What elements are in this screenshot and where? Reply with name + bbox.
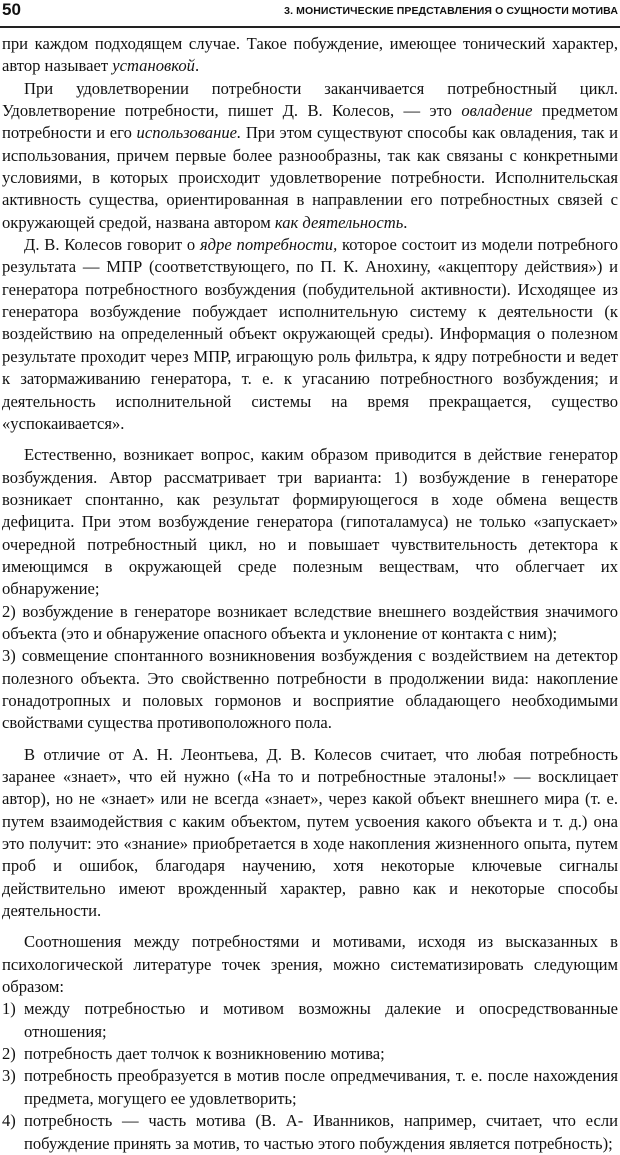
text-run: которое состоит из модели потребного результата — МПР (соответствующего, по П. К. Анохину, «акцептору действия») и генератора потребностного возбуждения (побудительной активности). Исходящее из генератора возбуждение побуждает исполнительную систему к деятельности (к воздействию на определенный объект окружающей среды). Информация о полезном результате проходит через МПР, играющую роль фильтра, к ядру потребности и ведет к затормаживанию генератора, т. е. к угасанию потребностного возбуждения; и деятельность исполнительной системы на время прекращается, существо «успокаивается». bbox=[2, 235, 618, 433]
paragraph-5 bbox=[2, 601, 618, 646]
paragraph-2 bbox=[2, 78, 618, 234]
list-item bbox=[2, 1110, 618, 1155]
list-number: 3) bbox=[2, 1066, 16, 1086]
text-run: . bbox=[403, 212, 408, 232]
text-run: при каждом подходящем случае. Такое побуждение, имеющее тонический характер, автор называет bbox=[2, 34, 618, 76]
text-run: В отличие от А. Н. Леонтьева, Д. В. Колесов считает, что любая потребность заранее «знает», что ей нужно («На то и потребностные эталоны!» — восклицает автор), но не «знает» или не всегда «знает», через какой объект внешнего мира (т. е. путем взаимодействия с каким объектом, путем усвоения какого объекта и т. д.) она это получит: это «знание» приобретается в ходе накопления жизненного опыта, путем проб и ошибок, благодаря научению, хотя некоторые ключевые сигналы действительно имеют врожденный характер, равно как и некоторые способы деятельности. bbox=[2, 744, 618, 921]
text-run: Соотношения между потребностями и мотивами, исходя из высказанных в психологической литературе точек зрения, можно систематизировать следующим образом: bbox=[2, 932, 618, 997]
list-item bbox=[2, 1065, 618, 1110]
text-run: При удовлетворении потребности заканчивается потребностный цикл. Удовлетворение потребности, пишет Д. В. Колесов, — это bbox=[2, 78, 618, 121]
text-run: предметом потребности и его bbox=[2, 101, 618, 143]
list-text: потребность дает толчок к возникновению мотива; bbox=[24, 1044, 385, 1064]
text-run: 3) совмещение спонтанного возникновения возбуждения с воздействием на детектор полезного объекта. Это свойственно потребности в продолжении вида: накопление гонадотропных и половых гормонов и восприятие обладающего необходимыми свойствами существа противоположного пола. bbox=[2, 646, 618, 733]
list-item bbox=[2, 998, 618, 1043]
page-header bbox=[0, 0, 620, 28]
text-run: При этом существуют способы как овладения, так и использования, причем первые более разнообразны, так как связаны с конкретными условиями, в которых происходит удовлетворение потребности. Исполнительская активность существа, ориентированная в направлении его потребностных связей с окружающей средой, названа автором bbox=[2, 123, 618, 232]
running-title: 3. МОНИСТИЧЕСКИЕ ПРЕДСТАВЛЕНИЯ О СУЩНОСТИ МОТИВА bbox=[284, 5, 618, 17]
paragraph-7 bbox=[2, 744, 618, 923]
body-text bbox=[2, 33, 618, 1155]
italic-term: установкой bbox=[112, 56, 195, 76]
text-run: Д. В. Колесов говорит о bbox=[24, 235, 200, 255]
list-number: 1) bbox=[2, 999, 16, 1019]
paragraph-6 bbox=[2, 645, 618, 734]
text-run: Естественно, возникает вопрос, каким образом приводится в действие генератор возбуждения. Автор рассматривает три варианта: 1) возбуждение в генераторе возникает спонтанно, как результат формирующегося в ходе обмена веществ дефицита. При этом возбуждение генератора (гипоталамуса) не только «запускает» очередной потребностный цикл, но и повышает чувствительность детектора к имеющимся в окружающей среде полезным веществам, что облегчает их обнаружение; bbox=[2, 445, 618, 599]
paragraph-4 bbox=[2, 444, 618, 600]
italic-term: как деятельность bbox=[274, 212, 404, 232]
italic-term: использование. bbox=[136, 123, 242, 143]
list-number: 4) bbox=[2, 1111, 16, 1131]
paragraph-3 bbox=[2, 234, 618, 435]
text-run: 2) возбуждение в генераторе возникает вследствие внешнего воздействия значимого объекта (это и обнаружение опасного объекта и уклонение от контакта с ним); bbox=[2, 601, 618, 643]
paragraph-1 bbox=[2, 33, 618, 78]
list-text: потребность — часть мотива (В. А- Иванников, например, считает, что если побуждение принять за мотив, то частью этого побуждения является потребность); bbox=[24, 1111, 618, 1153]
list-text: между потребностью и мотивом возможны далекие и опосредствованные отношения; bbox=[24, 999, 618, 1041]
italic-term: овладение bbox=[461, 101, 533, 121]
italic-term: ядре потребности, bbox=[199, 235, 338, 255]
text-run: . bbox=[194, 56, 200, 76]
list-number: 2) bbox=[2, 1044, 16, 1064]
page-number: 50 bbox=[2, 0, 21, 19]
list-item bbox=[2, 1043, 618, 1065]
list-text: потребность преобразуется в мотив после опредмечивания, т. е. после нахождения предмета, могущего ее удовлетворить; bbox=[24, 1066, 618, 1108]
